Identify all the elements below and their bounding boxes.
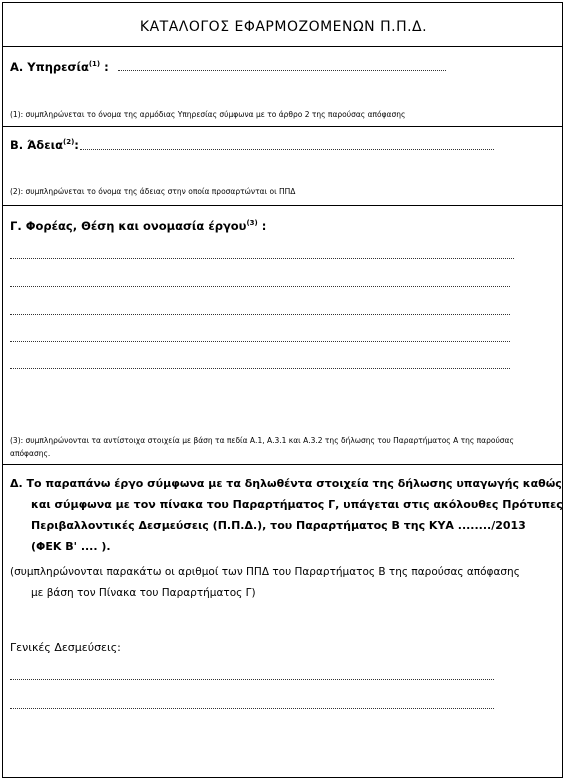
section-c-fill-line[interactable] [10,368,510,369]
title-divider [2,46,563,47]
section-c-label: Γ. Φορέας, Θέση και ονομασία έργου [10,219,247,233]
section-b-sup: (2) [63,138,75,147]
section-d-instruction-line2: με βάση τον Πίνακα του Παραρτήματος Γ) [31,587,256,599]
section-c-note-line1: (3): συμπληρώνονται τα αντίστοιχα στοιχεία με βάση τα πεδία Α.1, Α.3.1 και Α.3.2 της δήλωσης του Παραρτήματος Α της παρούσας [10,436,514,445]
section-d-line4: (ΦΕΚ Β' .... ). [31,540,111,553]
section-d-line2: και σύμφωνα με τον πίνακα του Παραρτήματος Γ, υπάγεται στις ακόλουθες Πρότυπες [31,498,563,511]
section-c-sup: (3) [246,219,258,228]
section-b-colon: : [74,138,79,152]
section-c-heading [10,219,266,233]
general-commitments-label: Γενικές Δεσμεύσεις: [10,641,121,654]
section-d-instruction-line1: (συμπληρώνονται παρακάτω οι αριθμοί των ΠΠΔ του Παραρτήματος Β της παρούσας απόφασης [10,566,520,578]
section-b-divider [2,205,563,206]
section-c-fill-line[interactable] [10,286,510,287]
section-a-fill-line[interactable] [118,70,446,71]
section-b-label: Β. Άδεια [10,138,63,152]
general-commitments-fill-line[interactable] [10,679,494,680]
section-b-fill-line[interactable] [80,149,494,150]
section-c-fill-line[interactable] [10,341,510,342]
section-a-colon: : [104,60,109,74]
section-a-sup: (1) [88,60,101,69]
section-c-fill-line[interactable] [10,258,514,259]
section-b-note: (2): συμπληρώνεται το όνομα της άδειας στην οποία προσαρτώνται οι ΠΠΔ [10,187,296,196]
section-a-divider [2,126,563,127]
section-a-heading [10,60,109,74]
form-title: ΚΑΤΑΛΟΓΟΣ ΕΦΑΡΜΟΖΟΜΕΝΩΝ Π.Π.Δ. [139,19,428,35]
section-c-fill-line[interactable] [10,314,510,315]
section-a-note: (1): συμπληρώνεται το όνομα της αρμόδιας Υπηρεσίας σύμφωνα με το άρθρο 2 της παρούσας απόφασης [10,110,406,119]
section-d-line3: Περιβαλλοντικές Δεσμεύσεις (Π.Π.Δ.), του Παραρτήματος Β της ΚΥΑ ......../2013 [31,519,526,532]
section-c-colon: : [261,219,267,233]
section-b-heading [10,138,79,152]
section-d-line1: Δ. Το παραπάνω έργο σύμφωνα με τα δηλωθέντα στοιχεία της δήλωσης υπαγωγής καθώς [10,477,562,490]
section-a-label: Α. Υπηρεσία [10,60,89,74]
section-c-note-line2: απόφασης. [10,449,51,458]
general-commitments-fill-line[interactable] [10,708,494,709]
section-c-divider [2,464,563,465]
